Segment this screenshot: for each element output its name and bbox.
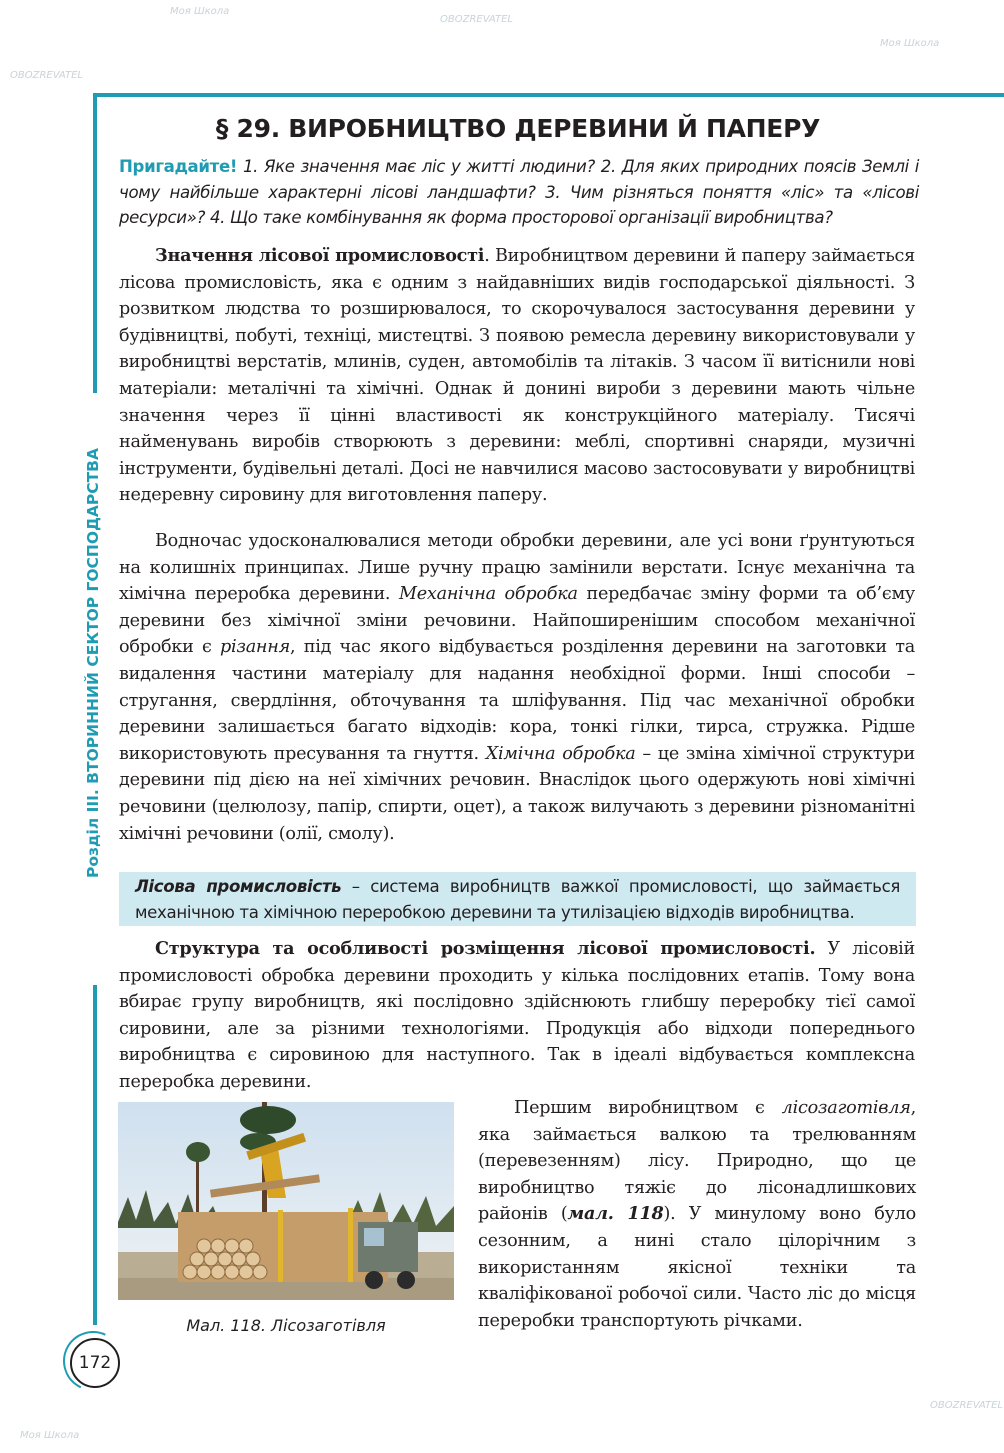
definition-body: – система виробництв важкої промисловості, що займається механічною та хімічною переробкою деревини та утилізацією відходів виробництва.: [135, 877, 900, 922]
term-cutting: різання: [219, 637, 291, 658]
watermark: Моя Школа: [170, 6, 230, 17]
paragraph-industry-structure: [119, 936, 915, 1096]
figure-caption: Мал. 118. Лісозаготівля: [186, 1316, 386, 1335]
section-sidebar-label: Розділ III. ВТОРИННИЙ СЕКТОР ГОСПОДАРСТВА: [84, 448, 102, 878]
paragraph-text: , яка займається валкою та трелюванням (перевезенням) лісу. Природно, що це виробництво тяжіє до лісонадлишкових районів (: [478, 1098, 916, 1225]
paragraph-text: . Виробництвом деревини й паперу займається лісова промисловість, яка є одним з найдавніших видів господарської діяльності. З розвитком людства то розширювалося, то скорочувалося застосування деревини у будівництві, побуті, техніці, мистецтві. З появою ремесла деревину використовували у виробництві верстатів, млинів, суден, автомобілів та літаків. З часом її витіснили нові матеріали: металічні та хімічні. Однак й донині вироби з деревини мають чільне значення через її цінні властивості як конструкційного матеріалу. Тисячі найменувань виробів створюють з деревини: меблі, спортивні снаряди, музичні інструменти, будівельні деталі. Досі не навчилися масово застосовувати у виробництві недеревну сировину для виготовлення паперу.: [119, 246, 915, 506]
watermark: Моя Школа: [20, 1430, 80, 1441]
paragraph-text: Першим виробництвом є: [514, 1098, 782, 1118]
recall-questions: [119, 154, 919, 231]
frame-top-line: [93, 93, 1004, 97]
watermark: OBOZREVATEL: [930, 1400, 1003, 1411]
paragraph-forest-industry-importance: [119, 243, 915, 509]
paragraph-heading: Структура та особливості розміщення лісової промисловості.: [155, 938, 816, 959]
figure-reference: мал. 118: [567, 1203, 664, 1225]
recall-text: 1. Яке значення має ліс у житті людини? 2. Для яких природних поясів Землі і чому найбільше характерні лісові ландшафти? 3. Чим різняться поняття «ліс» та «лісові ресурси»? 4. Що таке комбінування як форма просторової організації виробництва?: [119, 157, 919, 227]
definition-box: [119, 872, 916, 926]
paragraph-text: Водночас удосконалювалися методи обробки деревини, але усі вони ґрунтуються на колишніх принципах. Лише ручну працю замінили верстати. Існує механічна та хімічна переробка деревини.: [119, 531, 915, 605]
paragraph-text: передбачає зміну форми та об’єму деревини без хімічної зміни речовини. Найпоширенішим способом механічної обробки є: [119, 584, 916, 658]
page-title: § 29. ВИРОБНИЦТВО ДЕРЕВИНИ Й ПАПЕРУ: [215, 114, 821, 143]
page-number: 172: [70, 1338, 120, 1388]
watermark: OBOZREVATEL: [440, 14, 513, 25]
paragraph-text: – це зміна хімічної структури деревини під дією на неї хімічних речовин. Внаслідок цього одержують нові хімічні речовини (целюлозу, папір, спирти, оцет), а також вилучають з деревини різноманітні хімічні речовини (олії, смолу).: [119, 743, 915, 844]
paragraph-text: У лісовій промисловості обробка деревини проходить у кілька послідовних етапів. Тому вона вбирає групу виробництв, які послідовно здійснюють глибшу переробку тієї самої сировини, але за різними технологіями. Продукція або відходи попереднього виробництва є сировиною для наступного. Так в ідеалі відбувається комплексна переробка деревини.: [119, 939, 915, 1092]
frame-left-line: [93, 93, 97, 393]
watermark: OBOZREVATEL: [10, 70, 83, 81]
term-chemical-processing: Хімічна обробка: [485, 743, 636, 764]
logging-photo: [118, 1102, 454, 1300]
frame-left-line-lower: [93, 985, 97, 1325]
paragraph-heading: Значення лісової промисловості: [155, 245, 485, 266]
term-mechanical-processing: Механічна обробка: [399, 584, 578, 605]
paragraph-processing-methods: [119, 528, 915, 847]
definition-term: Лісова промисловість: [135, 877, 342, 896]
watermark: Моя Школа: [880, 38, 940, 49]
paragraph-text: ). У минулому воно було сезонним, а нині стало цілорічним з використанням якісної техніки та кваліфікованої робочої сили. Часто ліс до місця переробки транспортують річками.: [478, 1204, 916, 1331]
definition-text: [119, 872, 916, 925]
recall-lead: Пригадайте!: [119, 157, 238, 176]
paragraph-logging: [478, 1095, 916, 1334]
paragraph-text: , під час якого відбувається розділення деревини на заготовки та видалення частини матеріалу для надання необхідної форми. Інші способи – стругання, свердління, обточування та шліфування. Під час механічної обробки деревини залишається багато відходів: кора, тонкі гілки, тирса, стружка. Рідше використовують пресування та гнуття.: [119, 637, 915, 764]
term-logging: лісозаготівля: [781, 1098, 911, 1118]
